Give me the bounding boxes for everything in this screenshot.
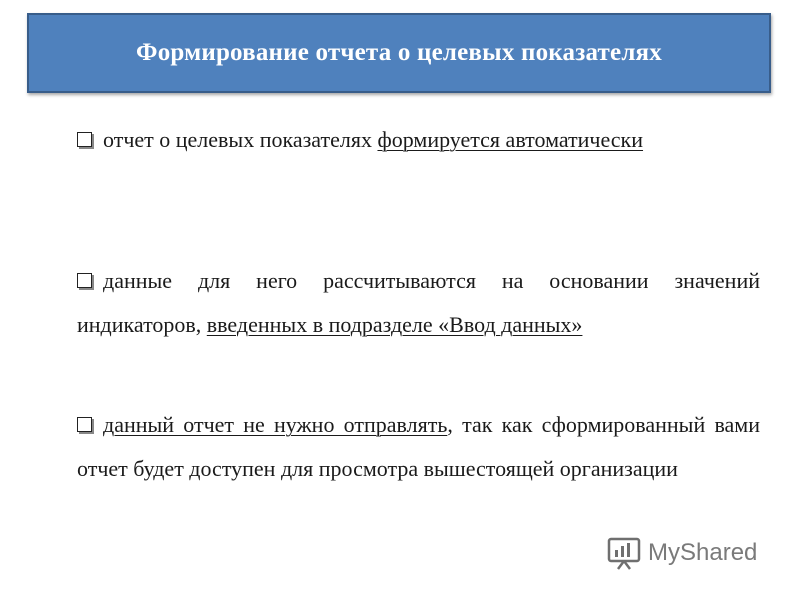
checkbox-icon [77,273,92,288]
bullet-2-text: данные для него рассчитываются на основании значений индикаторов, [77,268,760,337]
bullet-item-2 [77,259,760,347]
bullet-1-underlined: формируется автоматически [377,127,644,152]
checkbox-icon [77,132,92,147]
bullet-1-text: отчет о целевых показателях [103,127,378,152]
myshared-logo-icon [606,535,642,571]
checkbox-icon [77,417,92,432]
title-banner [27,13,771,93]
bullet-item-1 [77,118,760,162]
watermark-text: MyShared [648,539,758,566]
bullet-3-underlined: данный отчет не нужно отправлять [103,412,448,437]
myshared-watermark [606,535,757,571]
bullet-item-3 [77,403,760,491]
bullet-3-tail: , так как сформированный вами отчет будет доступен для просмотра вышестоящей организации [77,412,760,481]
slide-title: Формирование отчета о целевых показателях [136,39,662,66]
bullet-2-underlined: введенных в подразделе «Ввод данных» [206,312,583,337]
